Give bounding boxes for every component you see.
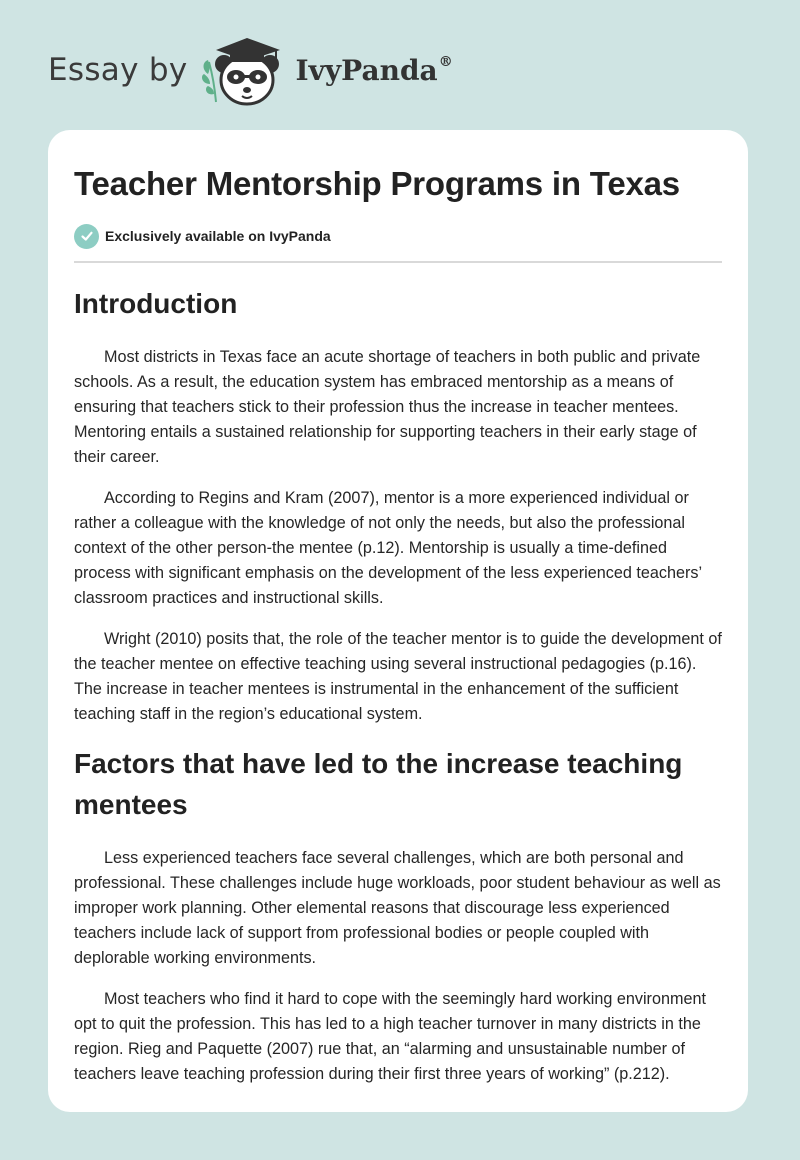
section-heading-factors: Factors that have led to the increase teaching mentees: [74, 748, 683, 820]
paragraph: Less experienced teachers face several challenges, which are both personal and professional. These challenges include huge workloads, poor student behaviour as well as improper work planning. Other elemental reasons that discourage less experienced teachers include lack of support from professional bodies or people coupled with deplorable working environments.: [74, 849, 721, 967]
paragraph: Most teachers who find it hard to cope with the seemingly hard working environment opt to quit the profession. This has led to a high teacher turnover in many districts in the region. Rieg and Paquette (2007) rue that, an “alarming and unsustainable number of teachers leave teaching profession during their first three years of working” (p.212).: [74, 990, 706, 1083]
brand-name-text: IvyPanda: [295, 53, 438, 87]
badge-text: Exclusively available on IvyPanda: [105, 228, 331, 244]
section-heading-introduction: Introduction: [74, 288, 238, 319]
divider: [74, 261, 722, 263]
brand-name: [296, 54, 453, 87]
check-icon: [74, 224, 99, 249]
paragraph: Wright (2010) posits that, the role of the teacher mentor is to guide the development of the teacher mentee on effective teaching using several instructional pedagogies (p.16). The increase in teacher mentees is instrumental in the enhancement of the sufficient teaching staff in the region’s educational system.: [74, 630, 722, 723]
brand-prefix: Essay by: [48, 52, 188, 88]
registered-mark: ®: [438, 53, 453, 70]
paragraph: Most districts in Texas face an acute shortage of teachers in both public and private schools. As a result, the education system has embraced mentorship as a means of ensuring that teachers stick to their profession thus the increase in teacher mentees. Mentoring entails a sustained relationship for supporting teachers in their early stage of their career.: [74, 348, 701, 466]
article-card: [48, 130, 748, 1112]
exclusive-badge: [74, 223, 722, 249]
brand-header: [48, 30, 453, 110]
article-title: Teacher Mentorship Programs in Texas: [74, 165, 680, 202]
paragraph: According to Regins and Kram (2007), mentor is a more experienced individual or rather a colleague with the knowledge of not only the needs, but also the professional context of the other person-the mentee (p.12). Mentorship is usually a time-defined process with significant emphasis on the development of the less experienced teachers’ classroom practices and instructional skills.: [74, 489, 702, 607]
panda-logo-icon: [200, 30, 292, 110]
